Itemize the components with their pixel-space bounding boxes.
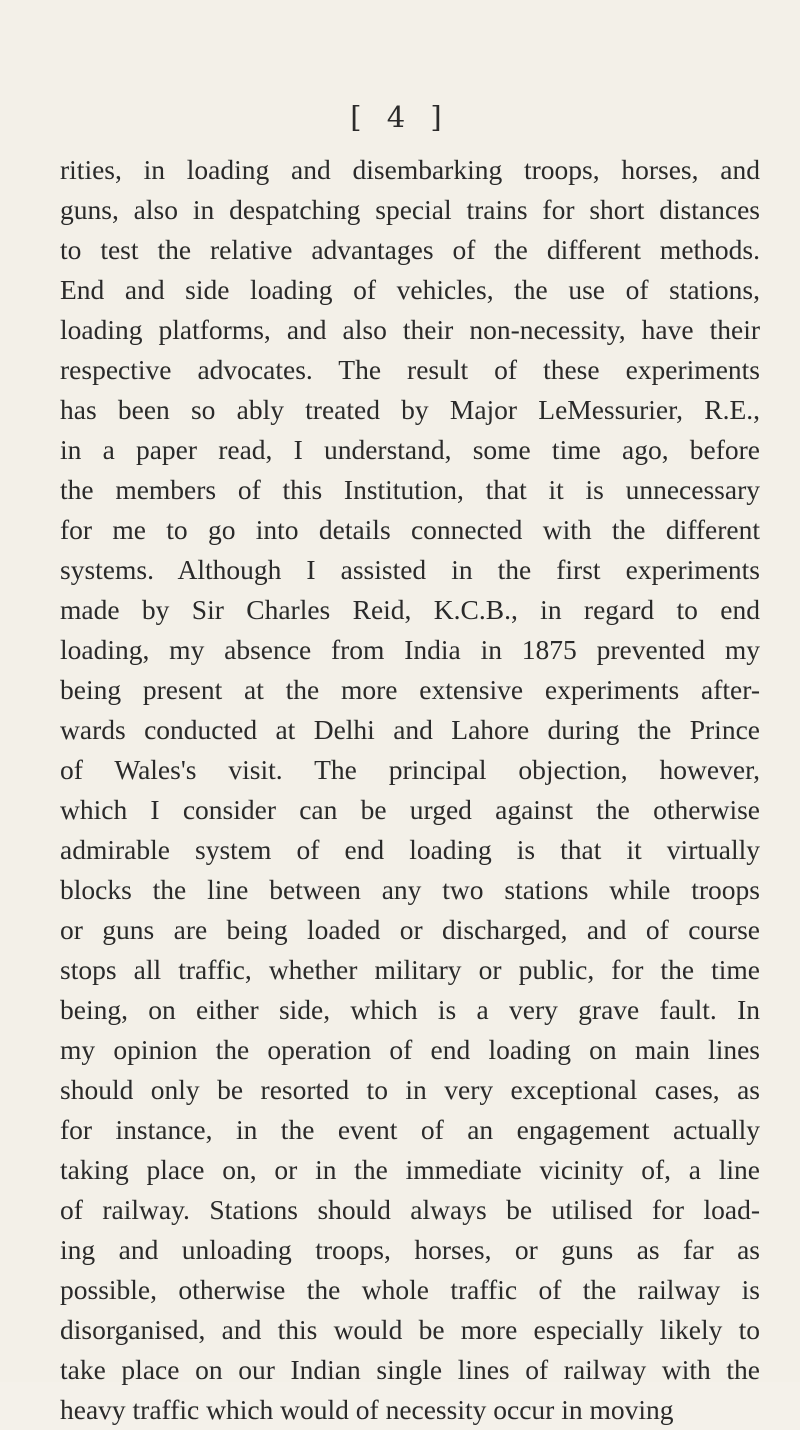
text-line: End and side loading of vehicles, the use of stations, (60, 274, 760, 305)
text-line: in a paper read, I understand, some time ago, before (60, 434, 760, 465)
text-line: has been so ably treated by Major LeMessurier, R.E., (60, 394, 760, 425)
text-line: of railway. Stations should always be utilised for load- (60, 1194, 760, 1225)
text-line: for instance, in the event of an engagement actually (60, 1114, 760, 1145)
text-line: admirable system of end loading is that it virtually (60, 834, 760, 865)
text-line: being, on either side, which is a very grave fault. In (60, 994, 760, 1025)
text-line: my opinion the operation of end loading on main lines (60, 1034, 760, 1065)
text-line: for me to go into details connected with the different (60, 514, 760, 545)
text-line: stops all traffic, whether military or public, for the time (60, 954, 760, 985)
text-line: the members of this Institution, that it is unnecessary (60, 474, 760, 505)
text-line: or guns are being loaded or discharged, and of course (60, 914, 760, 945)
text-line: loading platforms, and also their non-necessity, have their (60, 314, 760, 345)
text-line: taking place on, or in the immediate vicinity of, a line (60, 1154, 760, 1185)
text-line: disorganised, and this would be more especially likely to (60, 1314, 760, 1345)
text-line: take place on our Indian single lines of railway with the (60, 1354, 760, 1385)
text-line: systems. Although I assisted in the first experiments (60, 554, 760, 585)
text-line: possible, otherwise the whole traffic of the railway is (60, 1274, 760, 1305)
text-line: wards conducted at Delhi and Lahore during the Prince (60, 714, 760, 745)
text-line: blocks the line between any two stations while troops (60, 874, 760, 905)
text-line: guns, also in despatching special trains for short distances (60, 194, 760, 225)
text-line: being present at the more extensive experiments after- (60, 674, 760, 705)
text-line: rities, in loading and disembarking troops, horses, and (60, 154, 760, 185)
text-line: of Wales's visit. The principal objection, however, (60, 754, 760, 785)
text-line: ing and unloading troops, horses, or guns as far as (60, 1234, 760, 1265)
body-paragraph (60, 150, 760, 1430)
text-line: made by Sir Charles Reid, K.C.B., in regard to end (60, 594, 760, 625)
text-line: loading, my absence from India in 1875 prevented my (60, 634, 760, 665)
text-line: which I consider can be urged against the otherwise (60, 794, 760, 825)
page-number: [ 4 ] (350, 100, 450, 134)
text-line: heavy traffic which would of necessity occur in moving (60, 1394, 674, 1425)
text-line: to test the relative advantages of the different methods. (60, 234, 760, 265)
text-line: should only be resorted to in very exceptional cases, as (60, 1074, 760, 1105)
text-line: respective advocates. The result of these experiments (60, 354, 760, 385)
